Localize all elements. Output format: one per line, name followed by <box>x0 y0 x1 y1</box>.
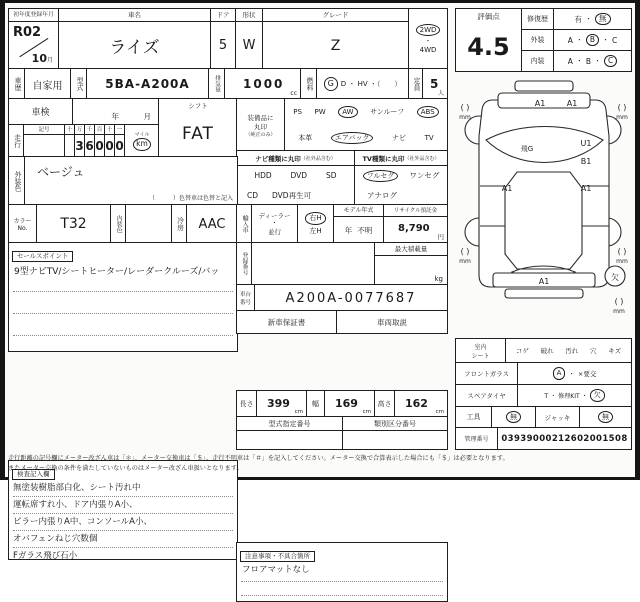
mileage-digit-100: 0 <box>95 139 104 153</box>
repair-no-circled: 無 <box>595 13 611 26</box>
mark-windshield-chip: 飛G <box>520 145 534 153</box>
type-designation-cell <box>237 417 343 449</box>
equipment-row-2 <box>285 125 447 151</box>
front-glass-value <box>518 363 631 384</box>
mileage-header-sign: 記号 <box>24 125 64 135</box>
max-load-unit: kg <box>434 275 443 283</box>
sales-point-block <box>8 242 238 352</box>
fuel-options: D ・ HV ・（ ） <box>340 80 402 88</box>
mileage-col-10k <box>75 125 85 157</box>
reg-month: 10月 <box>31 52 53 65</box>
front-glass-row <box>456 363 631 385</box>
vehicle-manual: 車両取説 <box>377 317 407 327</box>
reg-era: R02 <box>13 25 42 40</box>
registration-no-label: 登録番号 <box>237 243 252 285</box>
drive-2wd-circled: 2WD <box>416 24 441 36</box>
recycle-value: 8,790 <box>398 223 430 234</box>
seat-scratch: キズ <box>608 347 622 355</box>
color-no-label-2: No. <box>17 225 28 232</box>
height-label: 高さ <box>375 391 395 417</box>
navi-row-2 <box>237 186 354 206</box>
length-value: 399 <box>267 397 290 410</box>
height-value: 162 <box>405 397 428 410</box>
spare-dot-1: ・ <box>550 393 557 400</box>
equip-sunroof: サンルーフ <box>370 108 405 116</box>
seat-label-2: シート <box>471 352 490 360</box>
classification-cell <box>343 417 447 449</box>
title-row <box>8 8 448 70</box>
mileage-row <box>9 125 159 157</box>
tv-type-note: （社外品含む） <box>404 155 440 162</box>
shift-block <box>158 98 238 158</box>
displacement-cell <box>225 69 301 99</box>
width-cell <box>325 391 375 417</box>
equipment-row-1 <box>285 99 447 125</box>
recycle-value-cell <box>384 217 447 243</box>
max-load-value-cell <box>375 256 447 285</box>
displacement-value: 1000 <box>243 77 285 91</box>
mileage-digit-10: 0 <box>105 139 114 153</box>
body-shape-value: W <box>242 38 256 53</box>
seat-row <box>456 339 631 363</box>
navi-dvd-play: DVD再生可 <box>272 190 312 200</box>
chassis-value: A200A-0077687 <box>285 290 417 306</box>
equip-pw: PW <box>314 108 326 116</box>
fuel-gasoline-circled: G <box>324 77 338 91</box>
interior-b: B <box>585 56 592 66</box>
drive-dot: ・ <box>424 37 432 46</box>
shaken-row <box>9 99 159 125</box>
bracket-bottom-left: ( ) <box>460 247 470 256</box>
shaken-mileage-block <box>8 98 160 158</box>
seat-tear: 破れ <box>540 347 554 355</box>
interior-grade-value <box>554 51 631 71</box>
mm-bottom-right: mm <box>616 258 628 265</box>
tv-options <box>355 166 447 205</box>
footer-disclaimer <box>8 454 634 476</box>
tools-label: 工具 <box>456 407 492 427</box>
spare-repair-kit: 修理KIT <box>558 393 580 400</box>
footer-line-1: 走行距離の記号欄にメーター改ざん車は「＊」、メーター交換車は「＄」、走行不明車は「＃」を記入してください。メーター交換で合算表示した場合にも「＄」は必要となります。 <box>8 455 509 462</box>
type-designation-value <box>237 431 342 449</box>
mileage-col-100 <box>95 125 105 157</box>
ac-value: AAC <box>198 216 226 232</box>
import-dealer-cell <box>252 205 298 243</box>
car-name-value: ライズ <box>109 38 160 58</box>
bracket-top-right: ( ) <box>617 103 627 112</box>
navi-type-header-cell <box>237 151 355 165</box>
equip-ps: PS <box>293 108 302 116</box>
note-line: 運転席すれ小、ドア内張りA小、 <box>13 497 233 514</box>
mileage-col-sign <box>24 125 65 157</box>
interior-dot: ・ <box>575 57 583 65</box>
grade-label: グレード <box>263 9 408 22</box>
caution-tag: 注意事項・不具合箇所 <box>240 551 315 562</box>
spare-dot-2: ・ <box>581 393 588 400</box>
car-top-view <box>455 76 632 338</box>
recycle-label: リサイクル預託金 <box>384 205 447 217</box>
tools-value <box>492 407 536 427</box>
tools-row <box>456 407 631 428</box>
length-cell <box>257 391 307 417</box>
height-cell <box>395 391 447 417</box>
rating-grid <box>522 9 631 71</box>
interior-grade-label: 内装 <box>522 51 554 71</box>
exterior-color-note: （ ）色替車は色替と記入 <box>148 195 233 202</box>
history-value: 自家用 <box>25 69 71 99</box>
mark-rear-bumper: A1 <box>538 277 550 286</box>
handle-right-circled: 右H <box>305 212 325 224</box>
seat-burn: コゲ <box>515 347 529 355</box>
sales-point-tag: セールスポイント <box>12 251 73 262</box>
interior-dot-2: ・ <box>594 57 602 65</box>
mileage-label: 走行 <box>9 125 24 157</box>
seat-label-cell <box>456 339 506 362</box>
mileage-header-10: 十 <box>106 127 113 133</box>
mileage-unit-cell <box>125 125 159 157</box>
first-registration-label: 初年度登録年月 <box>9 9 58 22</box>
front-glass-ok-circled: A <box>553 367 566 379</box>
tv-type-header: TV種類に丸印 <box>362 154 405 163</box>
seat-options <box>506 339 631 362</box>
equipment-label-cell <box>237 99 285 151</box>
chassis-row <box>236 284 448 312</box>
navi-tv-block <box>236 150 448 206</box>
equip-navi: ナビ <box>391 134 406 142</box>
repair-dot: ・ <box>585 15 592 23</box>
mileage-digit-sign <box>24 135 64 157</box>
interior-color-label: 内装色 <box>111 205 126 243</box>
tv-oneseg: ワンセグ <box>409 171 440 181</box>
mark-left-door: A1 <box>501 184 513 193</box>
car-name-cell <box>59 9 211 69</box>
model-year-label: モデル年式 <box>334 205 383 217</box>
exterior-a: A <box>567 35 573 45</box>
chassis-label-1: 車台 <box>239 292 251 298</box>
navi-type-header: ナビ種類に丸印 <box>255 154 301 163</box>
body-shape-label: 形状 <box>236 9 262 22</box>
equip-tv: TV <box>424 134 434 142</box>
mileage-col-10 <box>105 125 115 157</box>
width-unit: cm <box>362 409 371 415</box>
mm-top-right: mm <box>616 114 628 121</box>
spare-tire-label: スペアタイヤ <box>456 385 518 406</box>
color-no-label-cell <box>9 205 37 243</box>
recycle-cell <box>384 205 447 243</box>
doors-value: 5 <box>218 38 228 53</box>
bracket-top-left: ( ) <box>460 103 470 112</box>
import-row <box>236 204 448 244</box>
management-number: 03939000212602001508 <box>501 433 628 444</box>
exterior-grade-row <box>522 30 631 51</box>
doors-cell <box>211 9 236 69</box>
mm-spare: mm <box>613 308 625 315</box>
navi-dvd: DVD <box>290 171 308 181</box>
seat-hole: 穴 <box>590 347 597 355</box>
score-label: 評価点 <box>477 12 500 21</box>
navi-type-note: （社外品含む） <box>300 155 336 162</box>
repair-history-label: 修復歴 <box>522 9 554 29</box>
exterior-dot: ・ <box>575 36 583 44</box>
ruled-line <box>241 595 443 596</box>
type-designation-label: 型式指定番号 <box>237 417 342 431</box>
unit-mile: マイル <box>134 132 150 139</box>
spare-missing-circled: 欠 <box>590 389 605 401</box>
navi-sd: SD <box>325 171 337 181</box>
import-label: 輸入車 <box>237 205 252 243</box>
mileage-header-100: 百 <box>96 127 103 133</box>
max-load-cell <box>375 243 447 285</box>
tools-none-circled: 無 <box>506 411 521 423</box>
caution-text: フロアマットなし <box>242 565 310 576</box>
interior-a: A <box>567 56 573 66</box>
capacity-value: 5 <box>430 77 439 91</box>
equip-aw-circled: AW <box>338 106 357 118</box>
navi-tv-body <box>237 166 447 205</box>
shaken-year-unit: 年 <box>111 112 119 121</box>
history-label: 車歴 <box>9 69 25 99</box>
mileage-header-100k: 十 <box>66 127 73 133</box>
length-label: 長さ <box>237 391 257 417</box>
equipment-label-1: 装備品に <box>247 113 274 122</box>
navi-hdd: HDD <box>254 171 272 181</box>
mm-top-left: mm <box>459 114 471 121</box>
displacement-unit: cc <box>290 90 297 97</box>
model-code-value: 5BA-A200A <box>87 69 209 99</box>
car-name-label: 車名 <box>59 9 210 22</box>
note-line: 無塗装樹脂部白化、シート汚れ中 <box>13 480 233 497</box>
equipment-label-note: （純正のみ） <box>245 131 276 138</box>
height-unit: cm <box>435 409 444 415</box>
classification-label: 類別区分番号 <box>343 417 447 431</box>
mark-right-door: A1 <box>580 184 592 193</box>
exterior-color-label: 外装色 <box>9 157 25 205</box>
ruled-line <box>13 291 233 292</box>
repair-history-row <box>522 9 631 30</box>
mileage-digit-10k: 3 <box>75 139 84 153</box>
model-year-cell <box>334 205 384 243</box>
tv-row-1 <box>355 166 447 186</box>
rating-panel <box>455 8 632 72</box>
width-label: 幅 <box>307 391 325 417</box>
grade-value: Z <box>330 37 341 54</box>
length-unit: cm <box>294 409 303 415</box>
front-glass-label: フロントガラス <box>456 363 518 384</box>
inspector-notes-tag: 検査記入欄 <box>12 469 55 480</box>
car-body-outline <box>479 100 609 287</box>
ruled-line <box>13 313 233 314</box>
displacement-label: 排気量 <box>209 69 225 99</box>
mark-right-door-front: B1 <box>580 157 592 166</box>
bracket-spare: ( ) <box>614 297 624 306</box>
shift-value: FAT <box>182 123 214 144</box>
repair-history-value <box>554 9 631 29</box>
mileage-digit-1k: 6 <box>85 139 94 153</box>
color-no-value: T32 <box>37 205 111 243</box>
note-line: オバフェンねじ穴数個 <box>13 531 233 548</box>
ruled-line <box>13 335 233 336</box>
sales-point-text: 9型ナビTV/シートヒーター/レーダークルーズ/バッ <box>14 267 220 278</box>
mileage-col-1 <box>115 125 125 157</box>
recycle-unit: 円 <box>437 233 444 241</box>
repair-yes: 有 <box>574 14 582 24</box>
first-registration-cell <box>9 9 59 69</box>
color-code-row <box>8 204 238 244</box>
spare-tire-value <box>518 385 631 406</box>
tv-row-2 <box>355 186 447 206</box>
footer-line-2: またメーター交換の条件を満たしていないものはメーター改ざん車扱いとなります。 <box>8 464 243 472</box>
management-label: 管理番号 <box>456 428 498 449</box>
shaken-month-unit: 月 <box>143 112 151 121</box>
interior-color-value <box>126 205 172 243</box>
checks-table <box>455 338 632 450</box>
import-dealer: ディーラー <box>258 211 291 220</box>
exterior-grade-label: 外装 <box>522 30 554 50</box>
mileage-header-1k: 千 <box>86 127 93 133</box>
equipment-grid <box>285 99 447 151</box>
docs-row <box>236 310 448 334</box>
navi-options <box>237 166 355 205</box>
model-year-value-row <box>334 217 383 243</box>
capacity-label: 定員 <box>409 69 423 99</box>
ruled-line <box>241 581 443 582</box>
caution-block <box>236 542 448 602</box>
management-row <box>456 428 631 449</box>
mileage-col-1k <box>85 125 95 157</box>
mileage-header-1: 一 <box>116 127 123 133</box>
exterior-dot-2: ・ <box>602 36 610 44</box>
chassis-label-cell <box>237 285 255 311</box>
interior-grade-row <box>522 51 631 71</box>
equip-airbag-circled: エアバック <box>331 132 373 144</box>
drive-type-cell <box>409 9 447 69</box>
model-year-unit: 年 <box>344 225 353 235</box>
jack-value <box>580 407 631 427</box>
registration-row <box>236 242 448 286</box>
equip-abs-circled: ABS <box>417 106 439 118</box>
body-shape-cell <box>236 9 263 69</box>
exterior-color-block <box>8 156 238 206</box>
model-code-label: 型式 <box>71 69 87 99</box>
front-glass-ng: ×要交 <box>577 370 597 378</box>
width-value: 169 <box>335 397 358 410</box>
damage-diagram <box>455 76 632 338</box>
navi-tv-headers <box>237 151 447 166</box>
ac-label: 冷房 <box>172 205 187 243</box>
color-no-label-1: カラー <box>13 218 32 225</box>
classification-value <box>343 431 447 449</box>
tv-fullseg-circled: フルセグ <box>363 170 399 182</box>
max-load-label: 最大積載量 <box>375 243 447 256</box>
rear-lower-bar <box>505 289 583 298</box>
exterior-color-cell <box>25 157 237 205</box>
spare-missing-mark: 欠 <box>611 273 619 282</box>
shift-label: シフト <box>188 102 208 110</box>
grade-cell <box>263 9 409 69</box>
exterior-grade-value <box>554 30 631 50</box>
type-numbers-row <box>236 416 448 450</box>
score-value: 4.5 <box>467 32 510 61</box>
new-car-warranty: 新車保証書 <box>237 311 337 333</box>
mark-front-right: A1 <box>566 99 578 108</box>
mileage-col-100k <box>65 125 75 157</box>
equipment-label-2: 丸印 <box>254 122 267 131</box>
shaken-label: 車検 <box>9 99 73 124</box>
dimensions-row <box>236 390 448 418</box>
front-glass-dot: ・ <box>568 370 575 378</box>
drive-4wd: 4WD <box>419 46 437 55</box>
doors-label: ドア <box>211 9 235 22</box>
equip-leather: 本革 <box>298 134 313 142</box>
spare-t: T <box>544 391 549 400</box>
import-parallel: 並行 <box>268 227 281 236</box>
chassis-label-2: 番号 <box>239 300 251 306</box>
import-dot: ・ <box>271 220 278 228</box>
mileage-digit-1: 0 <box>115 139 124 153</box>
bracket-bottom-right: ( ) <box>617 247 627 256</box>
exterior-b-circled: B <box>586 34 599 47</box>
interior-c-circled: C <box>604 55 617 68</box>
navi-row-1 <box>237 166 354 186</box>
fuel-cell <box>317 69 409 99</box>
front-grille-bar <box>515 81 573 91</box>
spare-tire-row <box>456 385 631 407</box>
mark-front-left: A1 <box>534 99 546 108</box>
handle-cell <box>298 205 334 243</box>
tv-type-header-cell <box>355 151 447 165</box>
note-line: Fガラス飛び石小 <box>13 551 78 562</box>
spec-row <box>8 68 448 100</box>
mm-bottom-left: mm <box>459 258 471 265</box>
mark-right-fender: U1 <box>580 139 592 148</box>
equipment-block <box>236 98 448 152</box>
jack-none-circled: 無 <box>598 411 613 423</box>
first-registration-value <box>9 22 58 69</box>
score-cell <box>456 9 522 71</box>
exterior-c: C <box>612 35 618 45</box>
note-line: ピラー内張りA中、コンソールA小、 <box>13 514 233 531</box>
seat-label-1: 室内 <box>474 343 487 351</box>
mileage-header-10k: 万 <box>76 127 83 133</box>
fuel-label: 燃料 <box>301 69 317 99</box>
tv-analog: アナログ <box>367 190 397 200</box>
jack-label: ジャッキ <box>536 407 580 427</box>
capacity-cell <box>423 69 447 99</box>
mileage-digit-100k <box>65 135 74 157</box>
registration-no-value <box>252 243 375 285</box>
navi-cd: CD <box>247 190 259 200</box>
shaken-date-cell <box>73 99 159 124</box>
capacity-unit: 人 <box>437 90 444 97</box>
model-year-value: 不明 <box>357 225 373 235</box>
exterior-color-value: ベージュ <box>37 165 85 179</box>
seat-stain: 汚れ <box>565 347 579 355</box>
handle-left: 左H <box>309 226 322 235</box>
unit-km-circled: km <box>133 138 151 151</box>
